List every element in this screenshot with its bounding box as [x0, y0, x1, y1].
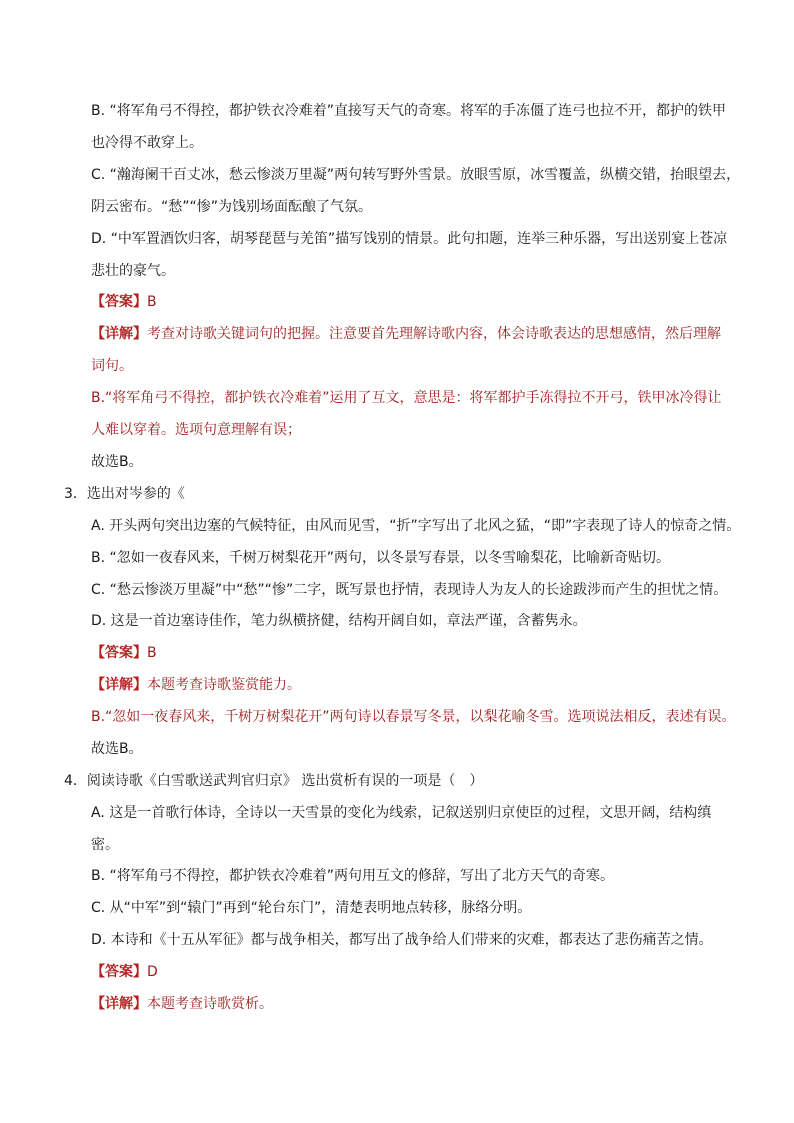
- q4-answer: [91, 962, 158, 982]
- q2-conclusion: 故选B。: [91, 454, 143, 470]
- q2-option-b-line2: 也冷得不敢穿上。: [91, 135, 203, 151]
- q2-option-c-line2: 阴云密布。“愁”“惨”为饯别场面酝酿了气氛。: [91, 199, 373, 215]
- q3-detail-text: 本题考查诗歌鉴赏能力。: [147, 677, 301, 693]
- q3-stem: 3．选出对岑参的《: [64, 486, 185, 502]
- q4-option-d: D. 本诗和《十五从军征》都与战争相关，都写出了战争给人们带来的灾难，都表达了悲伤痛苦之情。: [91, 932, 713, 948]
- q4-option-b: B. “将军角弓不得控，都护铁衣冷难着”两句用互文的修辞，写出了北方天气的奇寒。: [91, 868, 615, 884]
- q4-option-c: C. 从“中军”到“辕门”再到“轮台东门”，清楚表明地点转移，脉络分明。: [91, 900, 532, 916]
- q3-answer: [91, 643, 157, 663]
- q2-option-d-line2: 悲壮的豪气。: [91, 263, 175, 279]
- q4-stem: 4．阅读诗歌《白雪歌送武判官归京》 选出赏析有误的一项是（ ）: [64, 773, 484, 789]
- q3-option-b: B. “忽如一夜春风来，千树万树梨花开”两句，以冬景写春景，以冬雪喻梨花，比喻新奇贴切。: [91, 550, 671, 566]
- q4-answer-label: 【答案】: [91, 964, 147, 980]
- q4-detail-label: 【详解】: [91, 996, 147, 1012]
- q2-option-c-line1: C. “瀚海阑干百丈冰，愁云惨淡万里凝”两句转写野外雪景。放眼雪原，冰雪覆盖，纵横交错，抬眼望去，: [91, 167, 741, 183]
- q2-detail-line2: 词句。: [91, 358, 133, 374]
- q2-answer: [91, 292, 157, 312]
- q3-detail-label: 【详解】: [91, 677, 147, 693]
- q3-option-d: D. 这是一首边塞诗佳作，笔力纵横挤健，结构开阔自如，章法严谨，含蓄隽永。: [91, 613, 587, 629]
- q3-explain-line1: B.“忽如一夜春风来，千树万树梨花开”两句诗以春景写冬景，以梨花喻冬雪。选项说法相反，表述有误。: [91, 709, 736, 725]
- q4-detail-text: 本题考查诗歌赏析。: [147, 996, 273, 1012]
- q4-detail-line1: [91, 994, 273, 1014]
- q4-answer-value: D: [147, 964, 158, 980]
- q2-detail-line1: [91, 324, 721, 344]
- q2-detail-label: 【详解】: [91, 326, 147, 342]
- q3-detail-line1: [91, 675, 301, 695]
- q2-option-d-line1: D. “中军置酒饮归客，胡琴琵琶与羌笛”描写饯别的情景。此句扣题，连举三种乐器，写出送别宴上苍凉: [91, 231, 728, 247]
- q2-answer-value: B: [147, 294, 157, 310]
- q3-answer-label: 【答案】: [91, 645, 147, 661]
- q2-detail-text: 考查对诗歌关键词句的把握。注意要首先理解诗歌内容，体会诗歌表达的思想感情，然后理解: [147, 326, 721, 342]
- q3-conclusion: 故选B。: [91, 741, 143, 757]
- q3-answer-value: B: [147, 645, 157, 661]
- q3-option-a: A. 开头两句突出边塞的气候特征，由风而见雪，“折”字写出了北风之猛，“即”字表现了诗人的惊奇之情。: [91, 518, 741, 534]
- q2-answer-label: 【答案】: [91, 294, 147, 310]
- q4-option-a-line1: A. 这是一首歌行体诗，全诗以一天雪景的变化为线索，记叙送别归京使臣的过程，文思开阔，结构缜: [91, 805, 712, 821]
- q2-explain-line1: B.“将军角弓不得控，都护铁衣冷难着”运用了互文，意思是：将军都护手冻得拉不开弓，铁甲冰冷得让: [91, 390, 722, 406]
- q3-option-c: C. “愁云惨淡万里凝”中“愁”“惨”二字，既写景也抒情，表现诗人为友人的长途跋涉而产生的担忧之情。: [91, 582, 728, 598]
- q2-option-b-line1: B. “将军角弓不得控，都护铁衣冷难着”直接写天气的奇寒。将军的手冻僵了连弓也拉不开，都护的铁甲: [91, 103, 727, 119]
- q2-explain-line2: 人难以穿着。选项句意理解有误；: [91, 422, 301, 438]
- q4-option-a-line2: 密。: [91, 837, 119, 853]
